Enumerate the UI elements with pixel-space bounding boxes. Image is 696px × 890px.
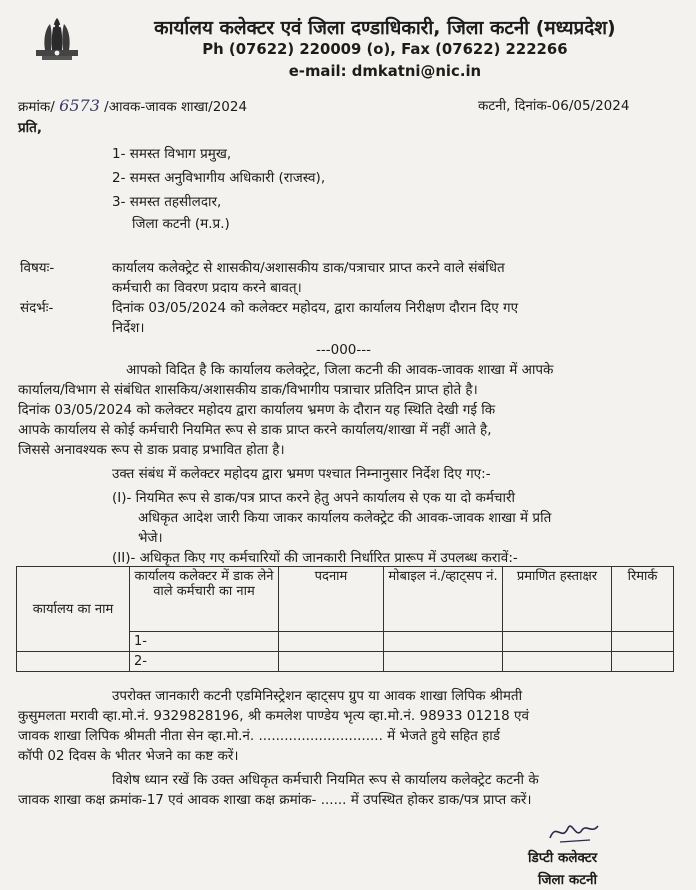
staff-table bbox=[16, 566, 674, 672]
para1-line: आपके कार्यालय से कोई कर्मचारी नियमित रूप से डाक प्राप्त करने कार्यालय/शाखा में नहीं आते है, bbox=[18, 422, 492, 438]
table-cell bbox=[503, 652, 612, 672]
to-item: 2- समस्त अनुविभागीय अधिकारी (राजस्व), bbox=[112, 170, 326, 186]
para4-line: जावक शाखा कक्ष क्रमांक-17 एवं आवक शाखा कक्ष क्रमांक- ...... में उपस्थित होकर डाक/पत्र प्राप्त करें। bbox=[18, 792, 532, 808]
para1-line: कार्यालय/विभाग से संबंधित शासकिय/अशासकीय डाक/विभागीय पत्राचार प्रतिदिन प्राप्त होते है। bbox=[18, 382, 478, 398]
para4-line: विशेष ध्यान रखें कि उक्त अधिकृत कर्मचारी नियमित रूप से कार्यालय कलेक्ट्रेट कटनी के bbox=[112, 772, 539, 788]
reference-label: संदर्भः- bbox=[20, 300, 54, 316]
table-header-cell: मोबाइल नं./व्हाट्सप नं. bbox=[384, 567, 503, 632]
point1-line: (I)- नियमित रूप से डाक/पत्र प्राप्त करने हेतु अपने कार्यालय से एक या दो कर्मचारी bbox=[112, 490, 515, 506]
point1-line: अधिकृत आदेश जारी किया जाकर कार्यालय कलेक्ट्रेट की आवक-जावक शाखा में प्रति bbox=[138, 510, 552, 526]
table-cell bbox=[279, 632, 384, 652]
table-header-cell: रिमार्क bbox=[612, 567, 674, 632]
para1-line: आपको विदित है कि कार्यालय कलेक्ट्रेट, जिला कटनी की आवक-जावक शाखा में आपके bbox=[126, 362, 554, 378]
table-cell: 2- bbox=[130, 652, 279, 672]
table-row bbox=[17, 652, 674, 672]
ref-number: 6573 bbox=[59, 96, 100, 115]
table-cell bbox=[612, 632, 674, 652]
table-header-row bbox=[17, 567, 674, 632]
table-header-cell: प्रमाणित हस्ताक्षर bbox=[503, 567, 612, 632]
subject-label: विषयः- bbox=[20, 260, 55, 276]
para3-line: कुसुमलता मरावी व्हा.मो.नं. 9329828196, श्री कमलेश पाण्डेय भृत्य व्हा.मो.नं. 98933 01218 एवं bbox=[18, 708, 529, 724]
subject-line: कर्मचारी का विवरण प्रदाय करने बावत्। bbox=[112, 280, 302, 296]
ref-line bbox=[18, 96, 247, 115]
table-header-cell: कार्यालय कलेक्टर में डाक लेने वाले कर्मचारी का नाम bbox=[130, 567, 279, 632]
ref-label: क्रमांक/ bbox=[18, 99, 55, 115]
office-title: कार्यालय कलेक्टर एवं जिला दण्डाधिकारी, जिला कटनी (मध्यप्रदेश) bbox=[154, 17, 616, 39]
table-cell: 1- bbox=[130, 632, 279, 652]
email-line: e-mail: dmkatni@nic.in bbox=[288, 62, 482, 80]
point2: (II)- अधिकृत किए गए कर्मचारियों की जानकारी निर्धारित प्रारूप में उपलब्ध करावें:- bbox=[112, 550, 518, 566]
ref-date: कटनी, दिनांक-06/05/2024 bbox=[478, 98, 630, 114]
para1-line: जिससे अनावश्यक रूप से डाक प्रवाह प्रभावित होता है। bbox=[18, 442, 285, 458]
to-item: जिला कटनी (म.प्र.) bbox=[132, 216, 230, 232]
signature-district: जिला कटनी bbox=[538, 872, 598, 888]
point1-line: भेजे। bbox=[138, 530, 163, 546]
separator: ---000--- bbox=[316, 342, 371, 358]
reference-line: निर्देश। bbox=[112, 320, 145, 336]
ref-branch: /आवक-जावक शाखा/2024 bbox=[104, 99, 248, 115]
para3-line: कॉपी 02 दिवस के भीतर भेजने का कष्ट करें। bbox=[18, 748, 239, 764]
reference-line: दिनांक 03/05/2024 को कलेक्टर महोदय, द्वारा कार्यालय निरीक्षण दौरान दिए गए bbox=[112, 300, 519, 316]
para1-line: दिनांक 03/05/2024 को कलेक्टर महोदय द्वारा कार्यालय भ्रमण के दौरान यह स्थिति देखी गई कि bbox=[18, 402, 496, 418]
table-cell bbox=[612, 652, 674, 672]
signature-scribble bbox=[546, 818, 602, 846]
para2: उक्त संबंध में कलेक्टर महोदय द्वारा भ्रमण पश्चात निम्नानुसार निर्देश दिए गए:- bbox=[112, 466, 491, 482]
emblem-logo bbox=[28, 10, 86, 68]
para3-line: जावक शाखा लिपिक श्रीमती नीता सेन व्हा.मो.नं. ............................. में भेजते हुये सहित हार्ड bbox=[18, 728, 500, 744]
table-cell bbox=[503, 632, 612, 652]
table-cell bbox=[279, 652, 384, 672]
to-label: प्रति, bbox=[18, 120, 43, 136]
to-item: 3- समस्त तहसीलदार, bbox=[112, 194, 222, 210]
contact-line: Ph (07622) 220009 (o), Fax (07622) 222266 bbox=[202, 40, 568, 58]
table-cell bbox=[384, 652, 503, 672]
table-cell bbox=[384, 632, 503, 652]
para3-line: उपरोक्त जानकारी कटनी एडमिनिस्ट्रेशन व्हाट्सप ग्रुप या आवक शाखा लिपिक श्रीमती bbox=[112, 688, 523, 704]
table-header-cell: कार्यालय का नाम bbox=[17, 567, 130, 652]
to-item: 1- समस्त विभाग प्रमुख, bbox=[112, 146, 232, 162]
subject-line: कार्यालय कलेक्ट्रेट से शासकीय/अशासकीय डाक/पत्राचार प्राप्त करने वाले संबंधित bbox=[112, 260, 505, 276]
table-cell bbox=[17, 652, 130, 672]
signature-designation: डिप्टी कलेक्टर bbox=[528, 850, 598, 866]
table-header-cell: पदनाम bbox=[279, 567, 384, 632]
